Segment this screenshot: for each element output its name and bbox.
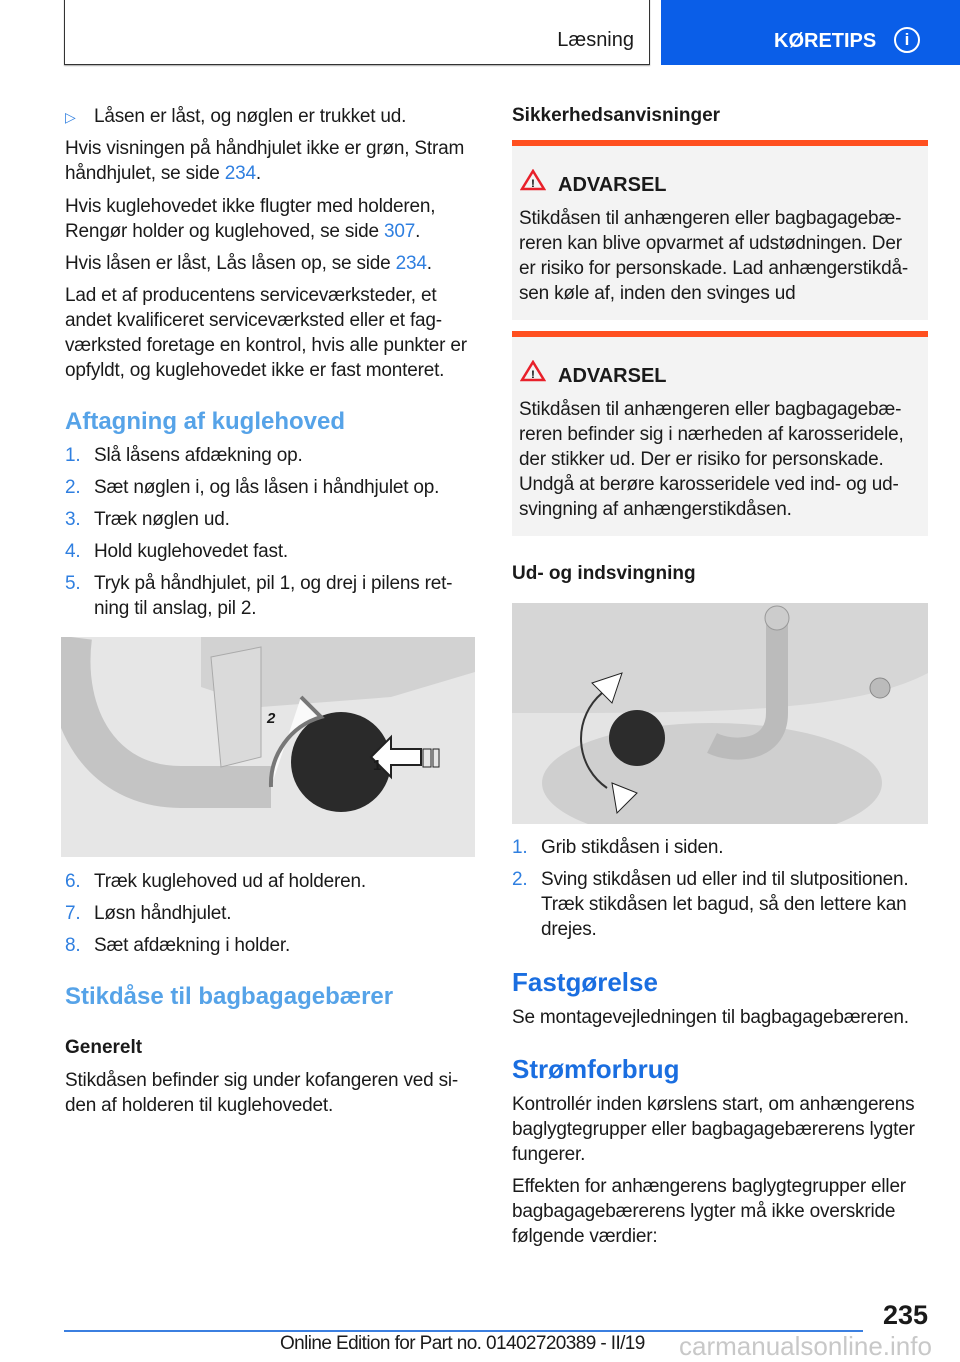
paragraph-ball-head-alignment: Hvis kuglehovedet ikke flugter med holderen, Rengør holder og kuglehoved, se side 307.	[65, 196, 436, 242]
heading-safety: Sikkerhedsanvisninger	[512, 105, 721, 126]
list-item	[65, 933, 290, 958]
list-item	[65, 443, 303, 468]
warning-text	[519, 397, 904, 522]
step-text: ning til anslag, pil 2.	[94, 598, 257, 619]
list-item	[512, 835, 723, 860]
text-line: Stikdåsen befinder sig under kofangeren ved si-	[65, 1070, 459, 1091]
ball-head-illustration	[61, 637, 475, 857]
step-number: 2.	[65, 477, 81, 498]
text-line: værksted foretage en kontrol, hvis alle punkter er	[65, 335, 467, 356]
text-line: Stikdåsen til anhængeren eller bagbagagebæ-	[519, 399, 902, 420]
paragraph-display-not-green: Hvis visningen på håndhjulet ikke er grøn, Stram håndhjulet, se side 234.	[65, 138, 465, 184]
list-item	[65, 539, 288, 564]
step-text: Træk stikdåsen let bagud, så den lettere kan	[541, 894, 907, 915]
page-link[interactable]: 234	[395, 253, 427, 274]
text-line: der stikker ud. Der er risiko for personskade.	[519, 449, 884, 470]
paragraph-socket-location	[65, 1068, 458, 1118]
figure-ball-head-removal	[61, 637, 475, 857]
list-item	[65, 869, 366, 894]
paragraph-power-check	[512, 1092, 915, 1167]
text-line: følgende værdier:	[512, 1226, 658, 1247]
subheading-general: Generelt	[65, 1037, 143, 1058]
socket-illustration	[512, 603, 928, 824]
text-line: andet kvalificeret serviceværksted eller et fag-	[65, 310, 442, 331]
step-text: Sæt afdækning i holder.	[94, 935, 291, 956]
warning-box-1	[512, 140, 928, 320]
list-item	[65, 507, 230, 532]
watermark: carmanualsonline.info	[679, 1331, 932, 1361]
list-item	[65, 571, 452, 621]
warning-text	[519, 206, 908, 306]
svg-text:!: !	[531, 369, 535, 381]
subheading-swing: Ud- og indsvingning	[512, 563, 696, 584]
text-line: baglygtegrupper eller bagbagagebærerens lygter	[512, 1119, 915, 1140]
bullet-item: ▷ Låsen er låst, og nøglen er trukket ud.	[65, 106, 407, 127]
step-number: 6.	[65, 871, 81, 892]
step-text: Sæt nøglen i, og lås låsen i håndhjulet op.	[94, 477, 440, 498]
heading-remove-ball-head: Aftagning af kuglehoved	[65, 408, 346, 435]
header-chapter-tab[interactable]	[661, 0, 960, 65]
triangle-bullet-icon: ▷	[65, 109, 76, 125]
step-number: 5.	[65, 573, 81, 594]
figure-label-2: 2	[267, 710, 276, 727]
warning-title: ADVARSEL	[558, 174, 667, 196]
text-line: bagbagagebærerens lygter må ikke overskride	[512, 1201, 896, 1222]
paragraph-power-limits	[512, 1174, 906, 1249]
heading-socket: Stikdåse til bagbagagebærer	[65, 983, 394, 1010]
step-text: Grib stikdåsen i siden.	[541, 837, 724, 858]
paragraph-service-check	[65, 283, 467, 383]
text-line: Effekten for anhængerens baglygtegrupper eller	[512, 1176, 906, 1197]
list-item	[65, 475, 439, 500]
text-line: fungerer.	[512, 1144, 586, 1165]
warning-triangle-icon	[520, 169, 546, 191]
step-text: drejes.	[541, 919, 597, 940]
heading-power: Strømforbrug	[512, 1054, 680, 1084]
text-line: svingning af anhængerstikdåsen.	[519, 499, 792, 520]
step-number: 1.	[512, 837, 528, 858]
text-line: reren befinder sig i nærheden af karosseridele,	[519, 424, 904, 445]
step-text: Løsn håndhjulet.	[94, 903, 232, 924]
chapter-title: KØRETIPS	[774, 30, 877, 52]
step-text: Slå låsens afdækning op.	[94, 445, 303, 466]
text-line: Stikdåsen til anhængeren eller bagbagagebæ-	[519, 208, 902, 229]
svg-text:!: !	[531, 178, 535, 190]
text-line: er risiko for personskade. Lad anhængerstikdå-	[519, 258, 908, 279]
text-line: reren kan blive opvarmet af udstødningen. Der	[519, 233, 902, 254]
paragraph-lock-locked: Hvis låsen er låst, Lås låsen op, se side 234.	[65, 253, 432, 274]
text-line: den af holderen til kuglehovedet.	[65, 1095, 334, 1116]
step-number: 1.	[65, 445, 81, 466]
warning-box-2	[512, 331, 928, 536]
step-number: 4.	[65, 541, 81, 562]
text-line: sen køle af, inden den svinges ud	[519, 283, 796, 304]
warning-triangle-icon	[520, 360, 546, 382]
page-number: 235	[882, 1300, 928, 1330]
step-number: 7.	[65, 903, 81, 924]
page-link[interactable]: 307	[383, 221, 416, 242]
step-text: Tryk på håndhjulet, pil 1, og drej i pilens ret-	[94, 573, 453, 594]
text-line: Lad et af producentens serviceværksteder, et	[65, 285, 437, 306]
list-item	[512, 867, 908, 942]
step-text: Træk kuglehoved ud af holderen.	[94, 871, 366, 892]
step-number: 3.	[65, 509, 81, 530]
list-item	[65, 901, 231, 926]
page-link[interactable]: 234	[224, 163, 256, 184]
footer-edition: Online Edition for Part no. 01402720389 - II/19	[280, 1333, 645, 1354]
step-text: Sving stikdåsen ud eller ind til slutpositionen.	[541, 869, 909, 890]
paragraph-fastening: Se montagevejledningen til bagbagagebæreren.	[512, 1007, 909, 1028]
warning-title: ADVARSEL	[558, 365, 667, 387]
text-line: Kontrollér inden kørslens start, om anhængerens	[512, 1094, 915, 1115]
figure-socket-swing	[512, 603, 928, 824]
info-circle-icon[interactable]: i	[894, 27, 920, 53]
text-line: opfyldt, og kuglehovedet ikke er fast monteret.	[65, 360, 445, 381]
heading-fastening: Fastgørelse	[512, 967, 658, 997]
step-number: 8.	[65, 935, 81, 956]
text-line: Undgå at berøre karosseridele ved ind- og ud-	[519, 474, 899, 495]
step-text: Hold kuglehovedet fast.	[94, 541, 288, 562]
header-section-title: Læsning	[557, 29, 634, 51]
step-text: Træk nøglen ud.	[94, 509, 230, 530]
step-number: 2.	[512, 869, 528, 890]
figure-label-1: 1	[373, 757, 382, 774]
